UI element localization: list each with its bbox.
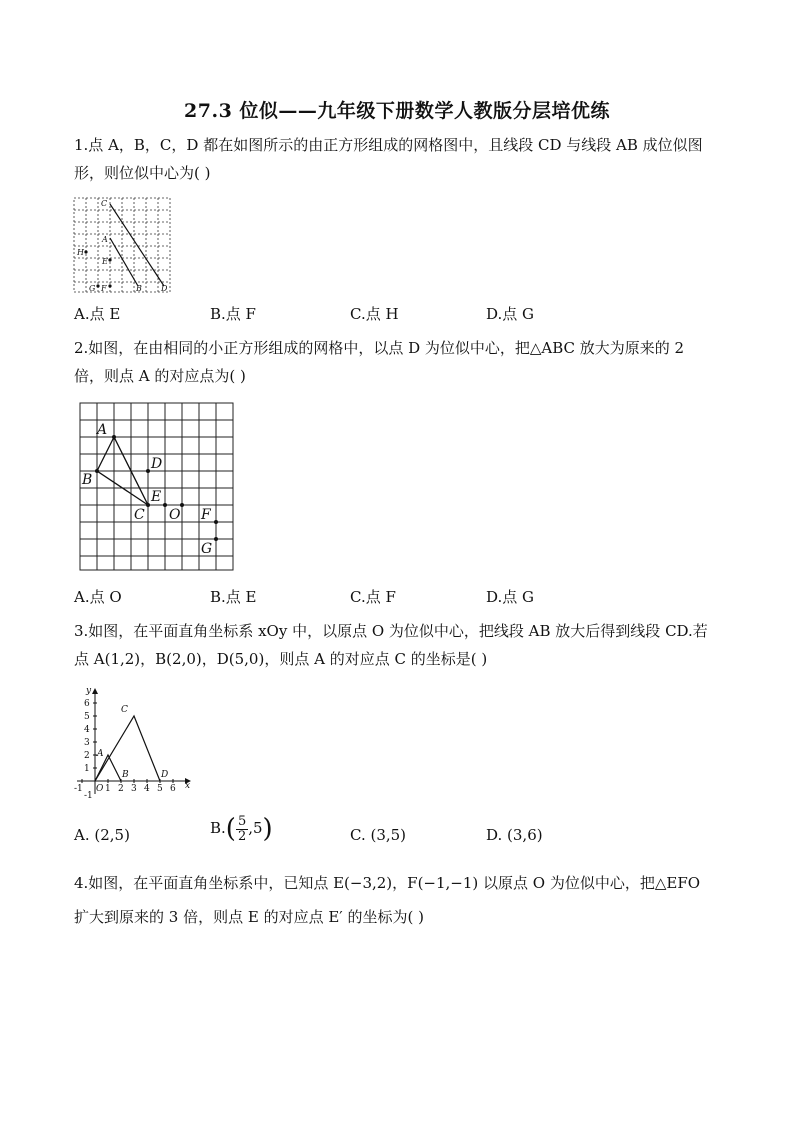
y-tick-5: 5	[84, 712, 90, 722]
label-y: y	[86, 686, 92, 696]
label-a: A	[97, 422, 108, 438]
q3-option-b-rest: ,5	[248, 819, 263, 837]
y-tick-2: 2	[84, 751, 90, 761]
question-3-line-1: 3.如图，在平面直角坐标系 xOy 中，以原点 O 为位似中心，把线段 AB 放大后得到线段 CD.若	[74, 622, 708, 640]
label-g: G	[201, 541, 213, 557]
label-a: A	[97, 749, 104, 759]
q3-option-b-prefix: B.	[210, 819, 226, 837]
label-o: O	[96, 784, 104, 794]
q1-option-c[interactable]: C.点 H	[350, 305, 399, 323]
point-e	[108, 258, 111, 261]
x-tick-5: 5	[157, 784, 163, 794]
x-tick-1: 1	[105, 784, 111, 794]
question-1-options	[74, 303, 734, 329]
label-e: E	[102, 257, 108, 266]
label-c: C	[121, 705, 128, 715]
label-d: D	[161, 284, 168, 293]
q3-option-b-fraction	[236, 815, 248, 844]
label-b: B	[136, 284, 142, 293]
x-tick-6: 6	[170, 784, 176, 794]
q3-option-b-lparen: (	[225, 814, 236, 844]
label-b: B	[82, 472, 93, 488]
label-f: F	[201, 507, 211, 523]
y-tick-1: 1	[84, 764, 90, 774]
q1-option-a[interactable]: A.点 E	[74, 305, 121, 323]
question-1	[74, 131, 734, 187]
question-4-line-2: 扩大到原来的 3 倍，则点 E 的对应点 E′ 的坐标为( )	[74, 908, 424, 926]
point-f	[108, 284, 111, 287]
label-f: F	[101, 284, 107, 293]
page-title: 27.3 位似——九年级下册数学人教版分层培优练	[184, 100, 610, 122]
label-a: A	[102, 235, 108, 244]
label-o: O	[169, 507, 181, 523]
question-3-figure	[72, 684, 198, 802]
y-tick-neg1: -1	[84, 791, 93, 801]
y-tick-4: 4	[84, 725, 90, 735]
y-tick-3: 3	[84, 738, 90, 748]
label-g: G	[89, 284, 96, 293]
question-1-line-2: 形，则位似中心为( )	[74, 164, 211, 182]
label-d: D	[161, 770, 169, 780]
q3-option-b-rparen: )	[262, 814, 273, 844]
y-tick-6: 6	[84, 699, 90, 709]
q2-option-a[interactable]: A.点 O	[74, 588, 122, 606]
q3-option-b-numerator: 5	[237, 813, 247, 829]
question-2-figure	[76, 401, 236, 573]
question-4-line-1: 4.如图，在平面直角坐标系中，已知点 E(−3,2)，F(−1,−1) 以原点 O 为位似中心，把△EFO	[74, 874, 701, 892]
segment-cd	[110, 204, 164, 286]
q2-option-c[interactable]: C.点 F	[350, 588, 396, 606]
question-2	[74, 334, 734, 390]
question-1-figure	[72, 194, 176, 296]
q3-option-a[interactable]: A. (2,5)	[74, 826, 130, 844]
label-c: C	[101, 199, 108, 208]
x-tick-3: 3	[131, 784, 137, 794]
question-2-line-2: 倍，则点 A 的对应点为( )	[74, 367, 246, 385]
question-3-options	[74, 814, 734, 860]
question-3	[74, 617, 734, 673]
q3-option-d[interactable]: D. (3,6)	[486, 826, 543, 844]
label-c: C	[134, 507, 145, 523]
question-2-line-1: 2.如图，在由相同的小正方形组成的网格中，以点 D 为位似中心，把△ABC 放大为原来的 2	[74, 339, 685, 357]
q3-option-b-denominator: 2	[237, 828, 247, 844]
label-b: B	[122, 770, 129, 780]
q3-option-c[interactable]: C. (3,5)	[350, 826, 407, 844]
q1-option-b[interactable]: B.点 F	[210, 305, 256, 323]
label-e: E	[151, 489, 162, 505]
x-tick-neg1: -1	[74, 784, 83, 794]
x-tick-2: 2	[118, 784, 124, 794]
q1-option-d[interactable]: D.点 G	[486, 305, 535, 323]
q2-option-d[interactable]: D.点 G	[486, 588, 535, 606]
q3-option-b[interactable]	[210, 814, 273, 844]
q2-option-b[interactable]: B.点 E	[210, 588, 257, 606]
point-h	[84, 250, 87, 253]
question-4	[74, 866, 734, 934]
label-d: D	[151, 456, 163, 472]
x-tick-4: 4	[144, 784, 150, 794]
question-3-line-2: 点 A(1,2)，B(2,0)，D(5,0)，则点 A 的对应点 C 的坐标是( )	[74, 650, 488, 668]
question-2-options	[74, 586, 734, 612]
question-1-line-1: 1.点 A，B，C，D 都在如图所示的由正方形组成的网格图中，且线段 CD 与线段 AB 成位似图	[74, 136, 703, 154]
label-x: x	[185, 781, 191, 791]
point-g	[96, 284, 99, 287]
label-h: H	[77, 248, 84, 257]
